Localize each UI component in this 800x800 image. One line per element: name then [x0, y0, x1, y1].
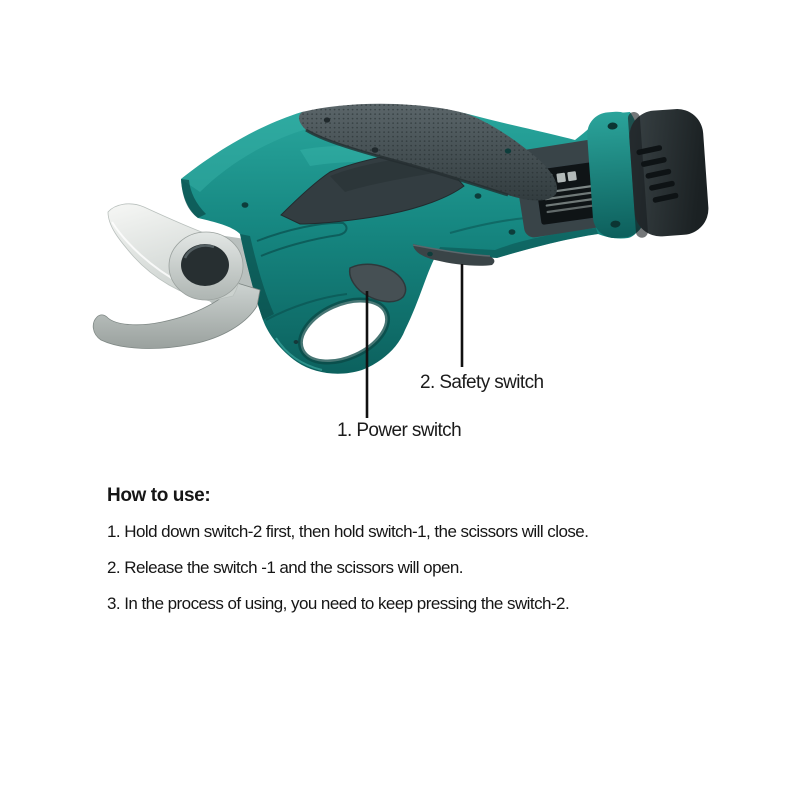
instruction-step-1: 1. Hold down switch-2 first, then hold switch-1, the scissors will close. — [107, 522, 589, 541]
safety-switch-label: 2. Safety switch — [420, 372, 544, 393]
instruction-step-2: 2. Release the switch -1 and the scissors will open. — [107, 558, 463, 577]
instruction-step-3: 3. In the process of using, you need to keep pressing the switch-2. — [107, 594, 570, 613]
battery-pack — [628, 107, 711, 238]
power-switch-label: 1. Power switch — [337, 420, 462, 441]
brand-glyph-1 — [556, 173, 566, 183]
brand-glyph-2 — [567, 171, 577, 181]
pivot-bolt — [181, 244, 229, 286]
instructions-heading: How to use: — [107, 485, 211, 506]
instructions-block — [107, 484, 727, 629]
